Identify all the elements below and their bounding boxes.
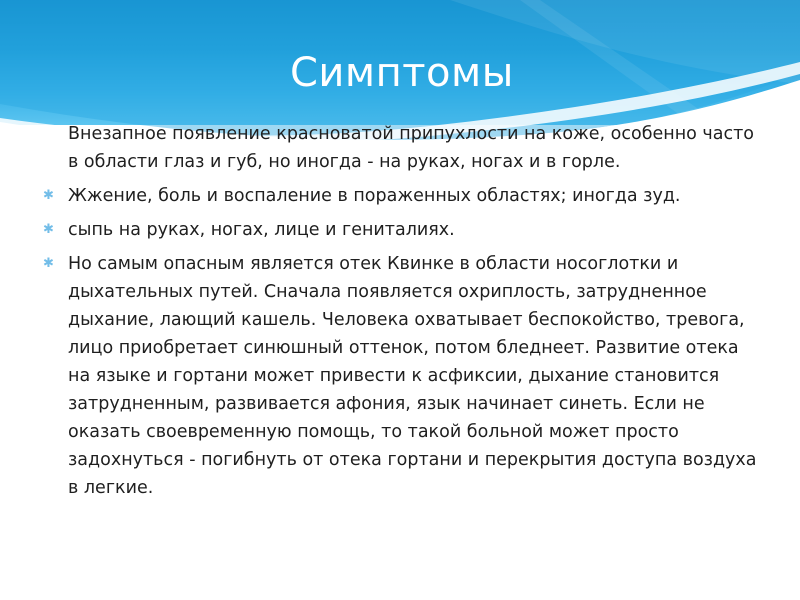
bullet-text: Но самым опасным является отек Квинке в области носоглотки и дыхательных путей. Сначала появляется охриплость, затрудненное дыхание, лающий кашель. Человека охватывает беспокойство, тревога, лицо приобретает синюшный оттенок, потом бледнеет. Развитие отека на языке и гортани может привести к асфиксии, дыхание становится затрудненным, развивается афония, язык начинает синеть. Если не оказать своевременную помощь, то такой больной может просто задохнуться - погибнуть от отека гортани и перекрытия доступа воздуха в легкие. xyxy=(68,254,757,498)
bullet-text: Жжение, боль и воспаление в пораженных областях; иногда зуд. xyxy=(68,186,681,206)
bullet-item xyxy=(43,216,763,244)
asterisk-icon: ✱ xyxy=(43,188,54,203)
bullet-item xyxy=(43,250,763,502)
bullet-item xyxy=(43,120,763,176)
bullet-list xyxy=(43,120,763,508)
asterisk-icon: ✱ xyxy=(43,256,54,271)
bullet-text: Внезапное появление красноватой припухлости на коже, особенно часто в области глаз и губ, но иногда - на руках, ногах и в горле. xyxy=(68,124,755,172)
bullet-item xyxy=(43,182,763,210)
bullet-text: сыпь на руках, ногах, лице и гениталиях. xyxy=(68,220,455,240)
asterisk-icon: ✱ xyxy=(43,222,54,237)
slide-title: Симптомы xyxy=(290,50,514,96)
